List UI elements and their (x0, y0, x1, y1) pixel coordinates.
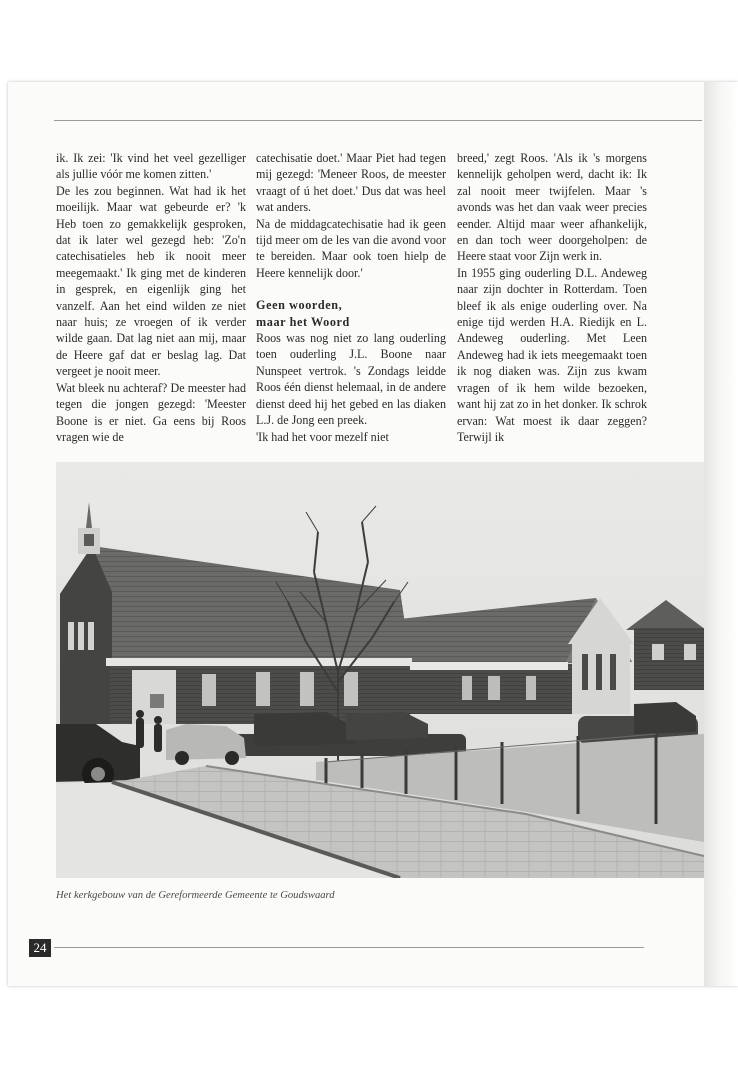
text-column-3 (457, 150, 647, 445)
paragraph: 'Ik had het voor mezelf niet (256, 429, 389, 444)
church-photo (56, 462, 704, 878)
paragraph: catechisatie doet.' Maar Piet had tegen mij gezegd: 'Meneer Roos, de meester vraagt of ú het doet.' Dus dat was heel wat anders. (256, 151, 446, 215)
paragraph: Na de middagcatechisatie had ik geen tijd meer om de les van die avond voor te bereiden. Maar ook toen hielp de Heere kennelijk door.' (256, 216, 446, 280)
section-heading-line-1: Geen woorden, (256, 298, 343, 313)
paragraph: In 1955 ging ouderling D.L. Andeweg naar zijn dochter in Rotterdam. Toen bleef ik als enige ouderling over. Na enige tijd werden H.A. Riedijk en L. Andeweg ouderling. Met Leen Andeweg had ik iets meegemaakt toen ik nog diaken was. Zijn zus kwam vragen of ik hem wilde bezoeken, want hij zat zo in het donker. Ik schrok ervan: Wat moest ik daar zeggen? Terwijl ik (457, 265, 647, 444)
paragraph: breed,' zegt Roos. 'Als ik 's morgens kennelijk geholpen werd, dacht ik: Ik zal nooit meer twijfelen. Maar 's avonds was het dan vaak weer precies eender. Altijd maar weer afhankelijk, en dan toch weer doorgeholpen: de Heere staat voor Zijn werk in. (457, 151, 647, 264)
paragraph: Roos was nog niet zo lang ouderling toen ouderling J.L. Boone naar Nunspeet vertrok. 's Zondags leidde Roos één dienst helemaal, in de andere dienst deed hij het gebed en las diaken L.J. de Jong een preek. (256, 331, 446, 428)
page-edge (704, 82, 738, 986)
footer-rule (54, 947, 644, 948)
text-column-2 (256, 150, 446, 445)
section-heading-line-2: maar het Woord (256, 314, 350, 329)
photo-caption: Het kerkgebouw van de Gereformeerde Gemeente te Goudswaard (56, 890, 335, 901)
text-column-1 (56, 150, 246, 445)
paragraph: De les zou beginnen. Wat had ik het moeilijk. Maar wat gebeurde er? 'k Heb toen zo gemakkelijk gesproken, dat ik later wel gezegd heb: 'Zo'n catechisatieles heb ik nooit meer meegemaakt.' Ik ging met de kinderen in gesprek, en eigenlijk ging het vanzelf. Aan het eind wilden ze niet naar huis; ze vroegen of ik verder wilde gaan. Dat lag niet aan mij, maar de Heere gaf dat er beslag lag. Dat vergeet je nooit meer. (56, 183, 246, 379)
section-heading (256, 297, 446, 330)
paragraph: Wat bleek nu achteraf? De meester had tegen die jongen gezegd: 'Meester Boone is er niet. Ga eens bij Roos vragen wie de (56, 380, 246, 444)
top-rule (54, 120, 702, 121)
page-number: 24 (29, 939, 51, 957)
paragraph: ik. Ik zei: 'Ik vind het veel gezelliger als jullie vóór me komen zitten.' (56, 151, 246, 182)
